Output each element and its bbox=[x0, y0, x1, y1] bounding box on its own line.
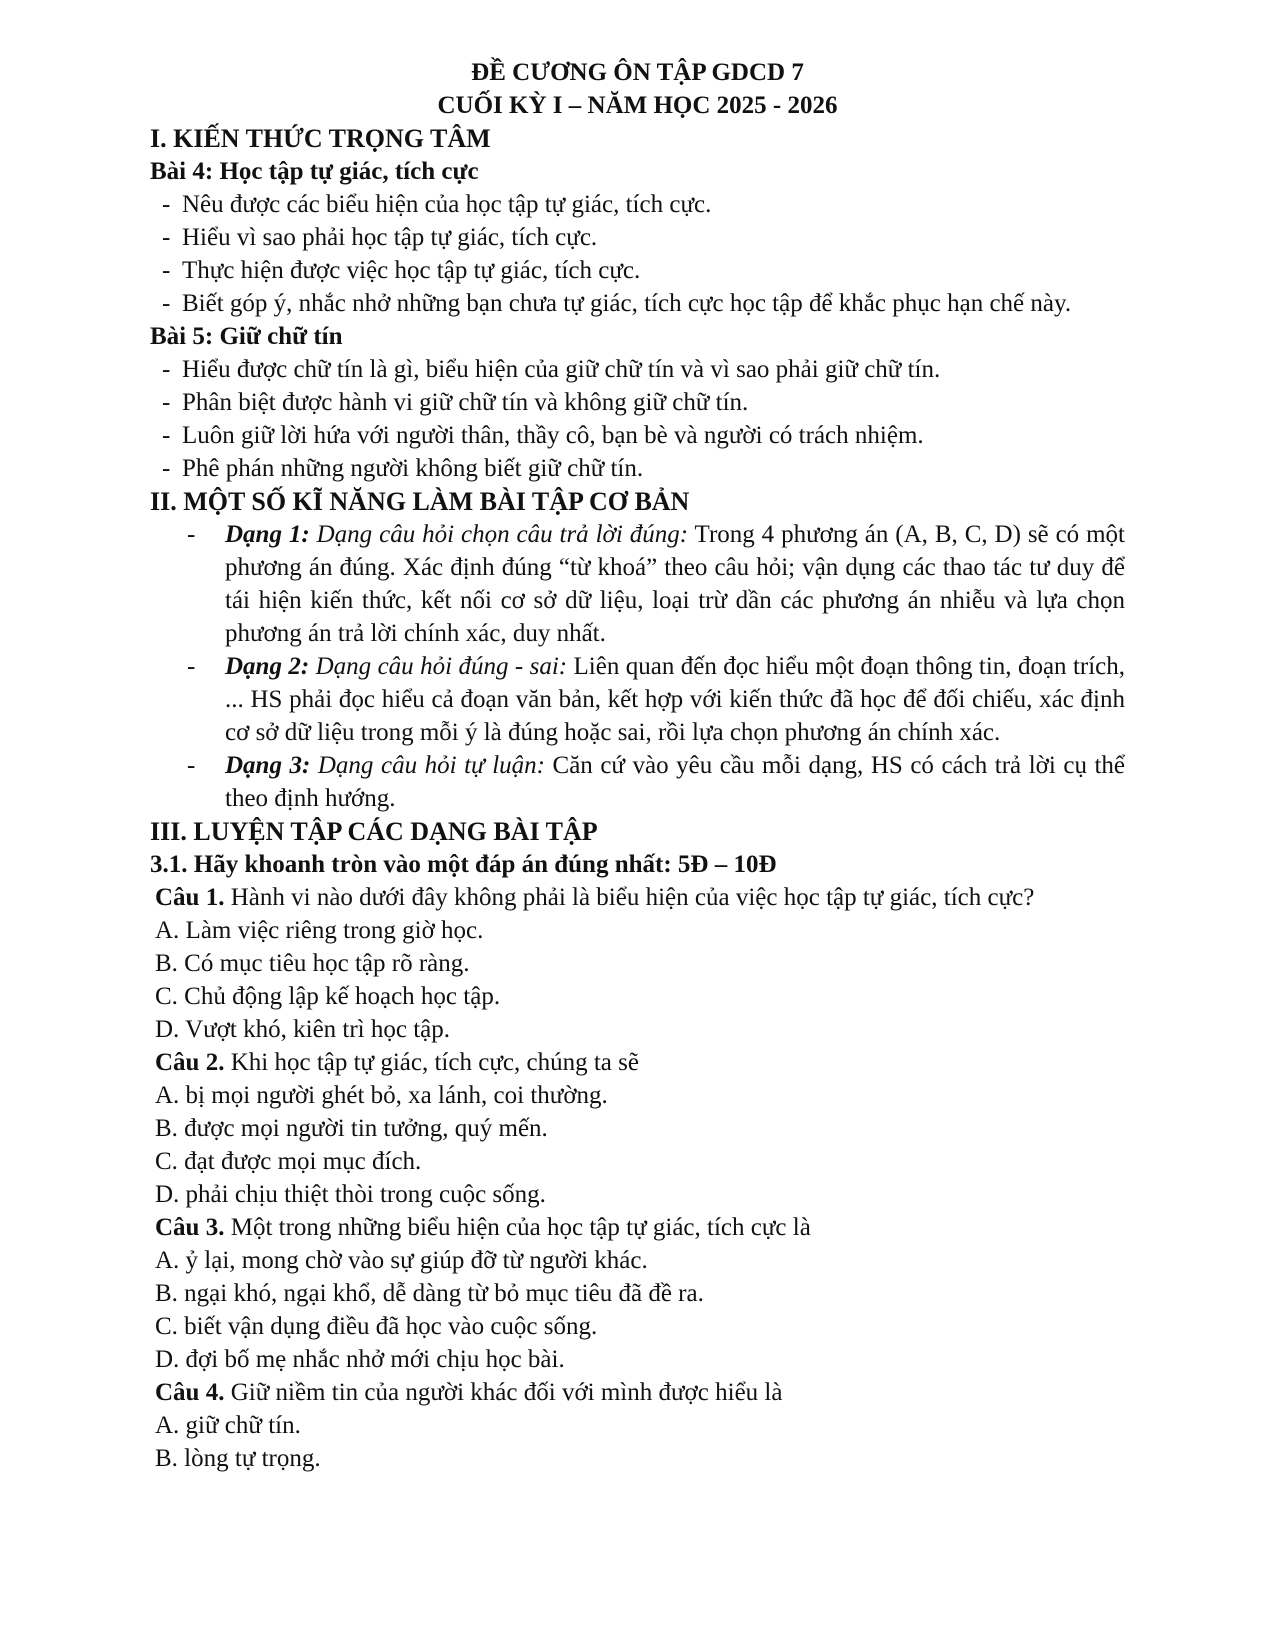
dang-type: Dạng câu hỏi tự luận: bbox=[317, 752, 545, 779]
dang-item-2: - Dạng 2: Dạng câu hỏi đúng - sai: Liên quan đến đọc hiểu một đoạn thông tin, đoạn trích, ... HS phải đọc hiểu cả đoạn văn bản, kết hợp với kiến thức đã học để đối chiếu, xác định cơ sở dữ liệu trong mỗi ý là đúng hoặc sai, rồi lựa chọn phương án chính xác. bbox=[187, 653, 1126, 746]
lesson-4-bullet: - Biết góp ý, nhắc nhở những bạn chưa tự giác, tích cực học tập để khắc phục hạn chế này. bbox=[162, 290, 1072, 317]
question-number: Câu 1. bbox=[155, 884, 225, 911]
question-3 bbox=[150, 1211, 1125, 1244]
document-title bbox=[150, 56, 1125, 122]
dang-text: Trong 4 phương án (A, B, C, D) sẽ có một phương án đúng. Xác định đúng “từ khoá” theo câu hỏi; vận dụng các thao tác tư duy để tái hiện kiến thức, kết nối cơ sở dữ liệu, loại trừ dần các phương án nhiễu và lựa chọn phương án trả lời chính xác, duy nhất. bbox=[225, 521, 1125, 647]
question-2 bbox=[150, 1046, 1125, 1079]
question-number: Câu 4. bbox=[155, 1379, 225, 1406]
lesson-5-title: Bài 5: Giữ chữ tín bbox=[150, 323, 343, 350]
question-text: Hành vi nào dưới đây không phải là biểu hiện của việc học tập tự giác, tích cực? bbox=[230, 884, 1035, 911]
answer-option: D. Vượt khó, kiên trì học tập. bbox=[155, 1016, 451, 1043]
answer-option: D. đợi bố mẹ nhắc nhở mới chịu học bài. bbox=[155, 1346, 565, 1373]
question-number: Câu 3. bbox=[155, 1214, 225, 1241]
answer-option: B. ngại khó, ngại khổ, dễ dàng từ bỏ mục tiêu đã đề ra. bbox=[155, 1280, 704, 1307]
question-4 bbox=[150, 1376, 1125, 1409]
dang-text: Liên quan đến đọc hiểu một đoạn thông tin, đoạn trích, ... HS phải đọc hiểu cả đoạn văn bản, kết hợp với kiến thức đã học để đối chiếu, xác định cơ sở dữ liệu trong mỗi ý là đúng hoặc sai, rồi lựa chọn phương án chính xác. bbox=[225, 653, 1126, 746]
lesson-5-bullet: - Phê phán những người không biết giữ chữ tín. bbox=[162, 455, 644, 482]
answer-option: B. lòng tự trọng. bbox=[155, 1445, 321, 1472]
answer-option: B. Có mục tiêu học tập rõ ràng. bbox=[155, 950, 470, 977]
lesson-5-bullet: - Phân biệt được hành vi giữ chữ tín và không giữ chữ tín. bbox=[162, 389, 749, 416]
lesson-4-bullet: - Nêu được các biểu hiện của học tập tự giác, tích cực. bbox=[162, 191, 712, 218]
answer-option: A. ỷ lại, mong chờ vào sự giúp đỡ từ người khác. bbox=[155, 1247, 648, 1274]
lesson-5-bullet: - Luôn giữ lời hứa với người thân, thầy cô, bạn bè và người có trách nhiệm. bbox=[162, 422, 924, 449]
answer-option: A. Làm việc riêng trong giờ học. bbox=[155, 917, 484, 944]
dang-item-3: - Dạng 3: Dạng câu hỏi tự luận: Căn cứ vào yêu cầu mỗi dạng, HS có cách trả lời cụ thể theo định hướng. bbox=[187, 752, 1126, 812]
title-line-1: ĐỀ CƯƠNG ÔN TẬP GDCD 7 bbox=[471, 59, 804, 86]
question-text: Khi học tập tự giác, tích cực, chúng ta sẽ bbox=[230, 1049, 639, 1076]
dang-name: Dạng 1: bbox=[225, 521, 310, 548]
answer-option: B. được mọi người tin tưởng, quý mến. bbox=[155, 1115, 548, 1142]
question-text: Giữ niềm tin của người khác đối với mình được hiểu là bbox=[230, 1379, 783, 1406]
title-line-2: CUỐI KỲ I – NĂM HỌC 2025 - 2026 bbox=[437, 92, 838, 119]
lesson-4-title: Bài 4: Học tập tự giác, tích cực bbox=[150, 158, 479, 185]
section-1-heading: I. KIẾN THỨC TRỌNG TÂM bbox=[150, 124, 491, 153]
answer-option: A. bị mọi người ghét bỏ, xa lánh, coi thường. bbox=[155, 1082, 608, 1109]
answer-option: D. phải chịu thiệt thòi trong cuộc sống. bbox=[155, 1181, 546, 1208]
dang-type: Dạng câu hỏi chọn câu trả lời đúng: bbox=[316, 521, 689, 548]
section-2-heading: II. MỘT SỐ KĨ NĂNG LÀM BÀI TẬP CƠ BẢN bbox=[150, 487, 690, 516]
dang-name: Dạng 3: bbox=[225, 752, 311, 779]
dang-name: Dạng 2: bbox=[225, 653, 310, 680]
dang-text: Căn cứ vào yêu cầu mỗi dạng, HS có cách trả lời cụ thể theo định hướng. bbox=[225, 752, 1126, 812]
answer-option: C. Chủ động lập kế hoạch học tập. bbox=[155, 983, 501, 1010]
question-number: Câu 2. bbox=[155, 1049, 225, 1076]
question-text: Một trong những biểu hiện của học tập tự giác, tích cực là bbox=[230, 1214, 811, 1241]
section-3-1-heading: 3.1. Hãy khoanh tròn vào một đáp án đúng nhất: 5Đ – 10Đ bbox=[150, 851, 777, 878]
dang-type: Dạng câu hỏi đúng - sai: bbox=[315, 653, 568, 680]
answer-option: A. giữ chữ tín. bbox=[155, 1412, 301, 1439]
answer-option: C. đạt được mọi mục đích. bbox=[155, 1148, 422, 1175]
section-3-heading: III. LUYỆN TẬP CÁC DẠNG BÀI TẬP bbox=[150, 817, 598, 846]
question-1 bbox=[150, 881, 1125, 914]
dang-item-1: - Dạng 1: Dạng câu hỏi chọn câu trả lời đúng: Trong 4 phương án (A, B, C, D) sẽ có một phương án đúng. Xác định đúng “từ khoá” theo câu hỏi; vận dụng các thao tác tư duy để tái hiện kiến thức, kết nối cơ sở dữ liệu, loại trừ dần các phương án nhiễu và lựa chọn phương án trả lời chính xác, duy nhất. bbox=[187, 521, 1125, 647]
lesson-4-bullet: - Thực hiện được việc học tập tự giác, tích cực. bbox=[162, 257, 641, 284]
lesson-4-bullet: - Hiểu vì sao phải học tập tự giác, tích cực. bbox=[162, 224, 598, 251]
lesson-5-bullet: - Hiểu được chữ tín là gì, biểu hiện của giữ chữ tín và vì sao phải giữ chữ tín. bbox=[162, 356, 941, 383]
answer-option: C. biết vận dụng điều đã học vào cuộc sống. bbox=[155, 1313, 598, 1340]
